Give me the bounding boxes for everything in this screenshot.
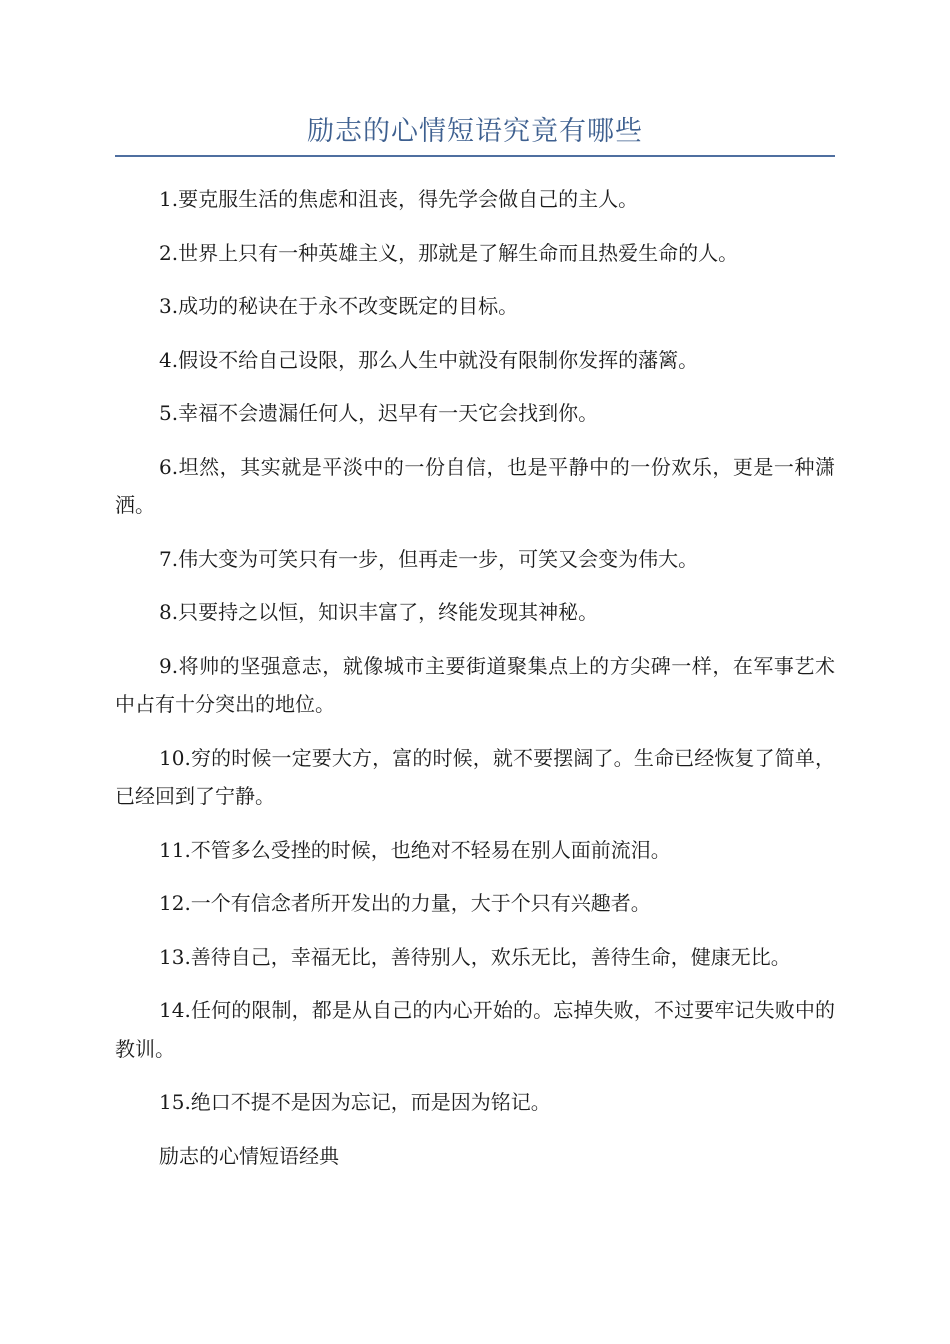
paragraph-2: 2.世界上只有一种英雄主义，那就是了解生命而且热爱生命的人。 (159, 240, 739, 265)
paragraph-13: 13.善待自己，幸福无比，善待别人，欢乐无比，善待生命，健康无比。 (159, 944, 791, 969)
paragraph-10: 10.穷的时候一定要大方，富的时候，就不要摆阔了。生命已经恢复了简单，已经回到了宁静。 (115, 745, 835, 808)
paragraph-11: 11.不管多么受挫的时候，也绝对不轻易在别人面前流泪。 (159, 837, 671, 862)
paragraph-6: 6.坦然，其实就是平淡中的一份自信，也是平静中的一份欢乐，更是一种潇洒。 (115, 454, 835, 517)
page-title: 励志的心情短语究竟有哪些 (115, 112, 835, 157)
document-body (115, 180, 835, 1175)
paragraph-5: 5.幸福不会遗漏任何人，迟早有一天它会找到你。 (159, 401, 599, 425)
paragraph-1: 1.要克服生活的焦虑和沮丧，得先学会做自己的主人。 (159, 187, 639, 211)
paragraph-8: 8.只要持之以恒，知识丰富了，终能发现其神秘。 (159, 600, 599, 624)
paragraph-3: 3.成功的秘诀在于永不改变既定的目标。 (159, 294, 519, 318)
section-heading: 励志的心情短语经典 (159, 1143, 339, 1168)
paragraph-7: 7.伟大变为可笑只有一步，但再走一步，可笑又会变为伟大。 (159, 546, 699, 571)
paragraph-12: 12.一个有信念者所开发出的力量，大于个只有兴趣者。 (159, 891, 651, 915)
paragraph-9: 9.将帅的坚强意志，就像城市主要街道聚集点上的方尖碑一样，在军事艺术中占有十分突出的地位。 (115, 653, 835, 716)
paragraph-14: 14.任何的限制，都是从自己的内心开始的。忘掉失败，不过要牢记失败中的教训。 (115, 998, 835, 1061)
document-page (115, 112, 835, 1175)
paragraph-15: 15.绝口不提不是因为忘记，而是因为铭记。 (159, 1090, 551, 1114)
paragraph-4: 4.假设不给自己设限，那么人生中就没有限制你发挥的藩篱。 (159, 347, 699, 372)
